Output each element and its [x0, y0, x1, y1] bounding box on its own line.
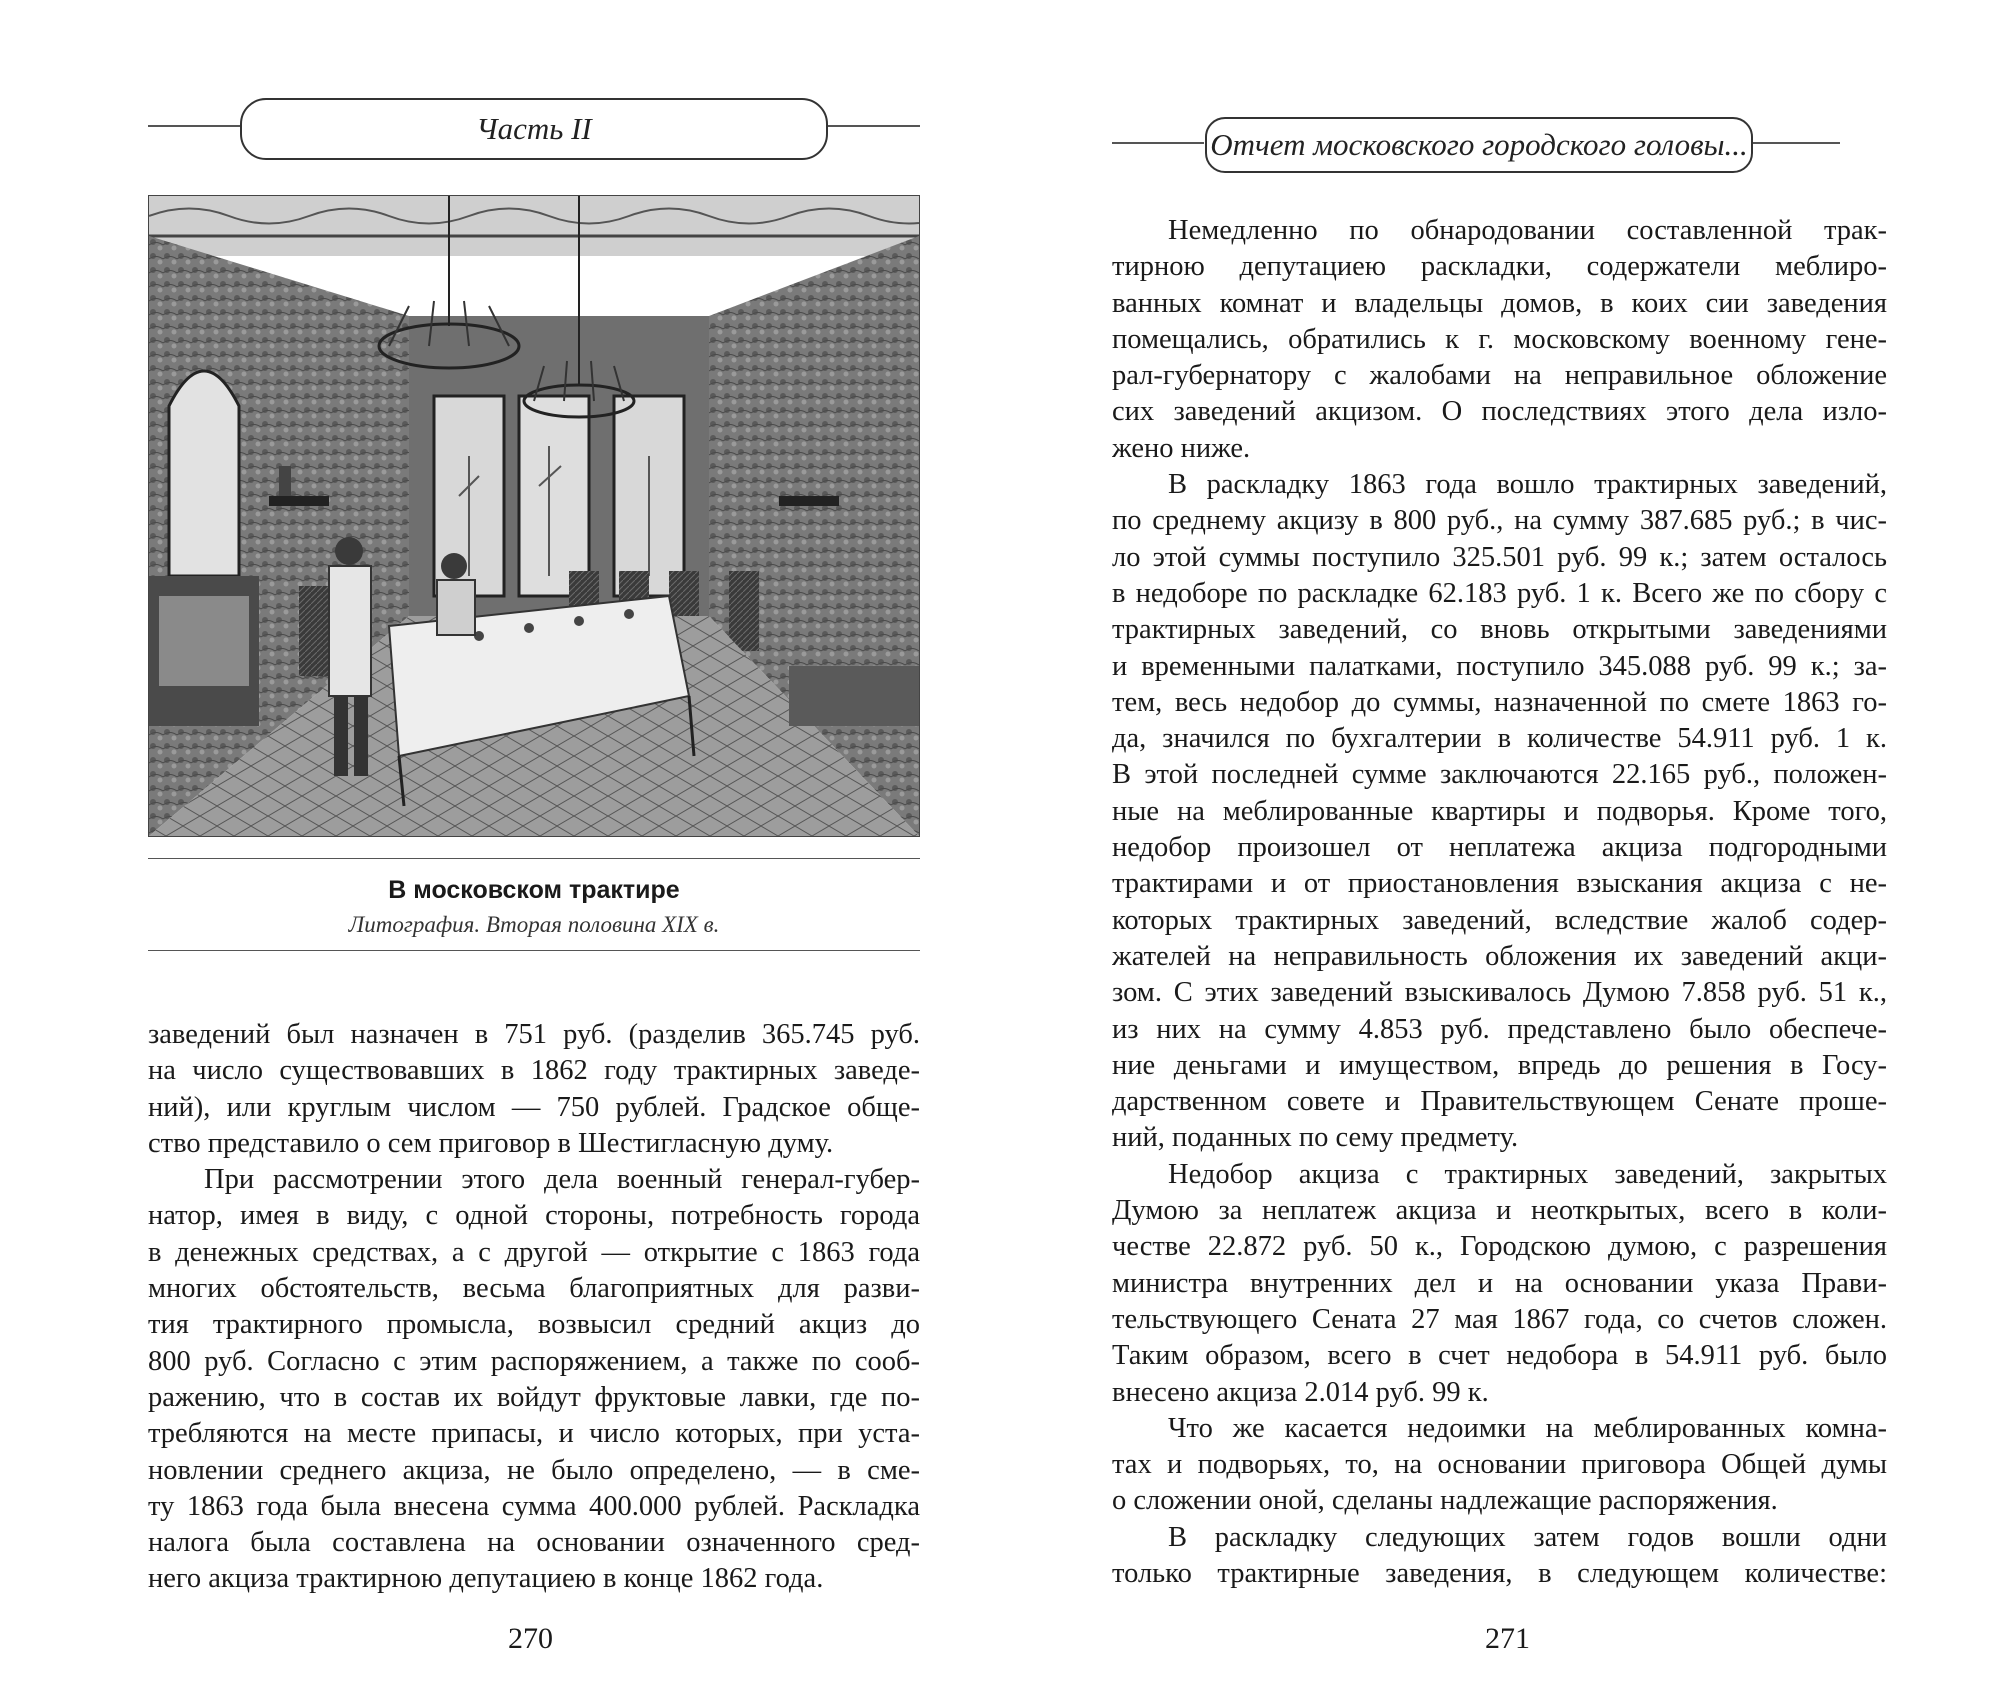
text-line: жено ниже.	[1112, 432, 1251, 464]
text-line: налога была составлена на основании означенного сред-	[148, 1527, 920, 1559]
text-line: 800 руб. Согласно с этим распоряжением, а также по сооб-	[148, 1345, 920, 1377]
figure-caption-subtitle: Литография. Вторая половина XIX в.	[348, 912, 720, 937]
text-line: Что же касается недоимки на меблированных комна-	[1168, 1412, 1887, 1444]
text-line: ние деньгами и имуществом, впредь до решения в Госу-	[1112, 1049, 1887, 1081]
text-line: о сложении оной, сделаны надлежащие распоряжения.	[1112, 1485, 1778, 1517]
text-line: тирною депутациею раскладки, содержатели меблиро-	[1112, 251, 1887, 283]
text-line: тем, весь недобор до суммы, назначенной по смете 1863 го-	[1112, 686, 1887, 718]
text-line: в недоборе по раскладке 62.183 руб. 1 к. Всего же по сбору с	[1112, 577, 1887, 609]
text-line: тия трактирного промысла, возвысил средний акциз до	[148, 1309, 920, 1341]
text-line: ство представило о сем приговор в Шестигласную думу.	[148, 1127, 834, 1159]
caption-rule-top	[148, 858, 920, 859]
running-header: Часть II	[240, 98, 828, 160]
text-line: трактирами и от приостановления взыскания акциза с не-	[1112, 868, 1887, 900]
text-line: Думою за неплатеж акциза и неоткрытых, всего в коли-	[1112, 1195, 1887, 1227]
text-line: на число существовавших в 1862 году трактирных заведе-	[148, 1055, 920, 1087]
text-line: заведений был назначен в 751 руб. (разделив 365.745 руб.	[148, 1019, 920, 1050]
text-line: ражению, что в состав их войдут фруктовые лавки, где по-	[148, 1381, 920, 1413]
text-line: новлении среднего акциза, не было определено, — в сме-	[148, 1454, 920, 1486]
text-line: В этой последней сумме заключаются 22.165 руб., положен-	[1112, 759, 1887, 791]
text-line: него акциза трактирною депутациею в конце 1862 года.	[148, 1563, 824, 1595]
text-line: натор, имея в виду, с одной стороны, потребность города	[148, 1200, 920, 1232]
text-line: министра внутренних дел и на основании указа Прави-	[1112, 1267, 1887, 1299]
text-line: жателей на неправильность обложения их заведений акци-	[1112, 940, 1887, 972]
text-line: из них на сумму 4.853 руб. представлено было обеспече-	[1112, 1013, 1887, 1045]
text-line: в денежных средствах, а с другой — открытие с 1863 года	[148, 1236, 920, 1268]
left-body-text	[148, 1017, 920, 1598]
running-header: Отчет московского городского головы...	[1205, 117, 1753, 173]
text-line: ло этой суммы поступило 325.501 руб. 99 к.; затем осталось	[1112, 541, 1887, 573]
text-line: недобор произошел от неплатежа акциза подгородными	[1112, 832, 1887, 864]
text-line: внесено акциза 2.014 руб. 99 к.	[1112, 1376, 1489, 1408]
page-number: 271	[1485, 1622, 1530, 1655]
header-rule-right	[1750, 142, 1840, 144]
text-line: многих обстоятельств, весьма благоприятных для разви-	[148, 1273, 920, 1305]
text-line: дарственном совете и Правительствующем Сенате проше-	[1112, 1086, 1887, 1118]
text-line: только трактирные заведения, в следующем количестве:	[1112, 1557, 1887, 1589]
text-line: и временными палатками, поступило 345.088 руб. 99 к.; за-	[1112, 650, 1887, 682]
text-line: да, значился по бухгалтерии в количестве 54.911 руб. 1 к.	[1112, 723, 1887, 755]
text-line: сих заведений акцизом. О последствиях этого дела изло-	[1112, 396, 1887, 428]
text-line: тах и подворьях, то, на основании приговора Общей думы	[1112, 1449, 1887, 1481]
header-rule-left	[1112, 142, 1204, 144]
figure-caption-title: В московском трактире	[388, 876, 680, 904]
text-line: рал-губернатору с жалобами на неправильное обложение	[1112, 360, 1887, 392]
right-page	[1000, 0, 2000, 1700]
text-line: Таким образом, всего в счет недобора в 54.911 руб. было	[1112, 1340, 1887, 1372]
header-rule-right	[828, 125, 920, 127]
text-line: Недобор акциза с трактирных заведений, закрытых	[1168, 1158, 1887, 1190]
text-line: ту 1863 года была внесена сумма 400.000 рублей. Раскладка	[148, 1490, 920, 1522]
text-line: трактирных заведений, со вновь открытыми заведениями	[1112, 614, 1887, 646]
text-line: ванных комнат и владельцы домов, в коих сии заведения	[1112, 287, 1887, 319]
text-line: честве 22.872 руб. 50 к., Городскою думою, с разрешения	[1112, 1231, 1887, 1263]
text-line: помещались, обратились к г. московскому военному гене-	[1112, 323, 1887, 355]
text-line: ний, поданных по сему предмету.	[1112, 1122, 1519, 1154]
right-body-text	[1112, 213, 1887, 1592]
text-line: по среднему акцизу в 800 руб., на сумму 387.685 руб.; в чис-	[1112, 505, 1887, 537]
text-line: В раскладку следующих затем годов вошли одни	[1168, 1521, 1887, 1553]
text-line: ний), или круглым числом — 750 рублей. Градское обще-	[148, 1091, 920, 1123]
tavern-interior-picture	[149, 196, 919, 836]
text-line: В раскладку 1863 года вошло трактирных заведений,	[1168, 469, 1887, 501]
page-number: 270	[508, 1622, 553, 1655]
text-line: ные на меблированные квартиры и подворья. Кроме того,	[1112, 795, 1887, 827]
text-line: Немедленно по обнародовании составленной трак-	[1168, 215, 1887, 246]
header-rule-left	[148, 125, 240, 127]
text-line: зом. С этих заведений взыскивалось Думою 7.858 руб. 51 к.,	[1112, 977, 1887, 1009]
caption-rule-bottom	[148, 950, 920, 951]
text-line: При рассмотрении этого дела военный генерал-губер-	[204, 1164, 920, 1196]
text-line: требляются на месте припасы, и число которых, при уста-	[148, 1418, 920, 1450]
text-line: тельствующего Сената 27 мая 1867 года, со счетов сложен.	[1112, 1303, 1887, 1335]
text-line: которых трактирных заведений, вследствие жалоб содер-	[1112, 904, 1887, 936]
lithograph-illustration	[148, 195, 920, 837]
